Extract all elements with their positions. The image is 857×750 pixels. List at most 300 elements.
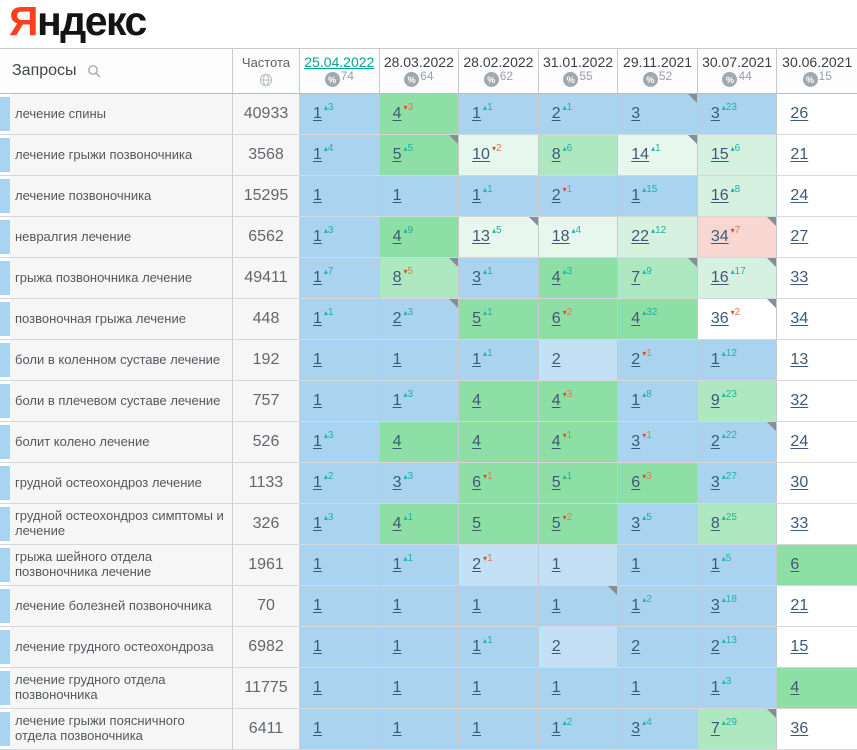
- position-cell[interactable]: [777, 135, 857, 175]
- date-column-header[interactable]: [380, 49, 460, 93]
- position-cell[interactable]: [459, 545, 539, 585]
- position-change-up: [572, 225, 582, 236]
- position-value-link[interactable]: 1: [631, 597, 641, 614]
- position-cell[interactable]: [300, 381, 380, 421]
- position-cell[interactable]: [300, 217, 380, 257]
- position-value-link[interactable]: 3: [392, 474, 402, 491]
- position-cell[interactable]: [777, 299, 857, 339]
- query-cell[interactable]: лечение позвоночника: [10, 176, 233, 216]
- position-cell[interactable]: [777, 627, 857, 667]
- position-value-link[interactable]: 24: [790, 187, 809, 204]
- position-change-value: 7: [734, 224, 741, 236]
- position-value-link[interactable]: 1: [631, 556, 641, 573]
- position-value-link[interactable]: 33: [790, 515, 809, 532]
- position-value-link[interactable]: 1: [313, 228, 322, 245]
- position-value-link[interactable]: 18: [551, 228, 570, 245]
- date-column-header[interactable]: [539, 49, 619, 93]
- position-cell[interactable]: [380, 381, 460, 421]
- position-cell[interactable]: [698, 586, 778, 626]
- position-cell[interactable]: [618, 627, 698, 667]
- position-cell[interactable]: [539, 709, 619, 749]
- query-cell[interactable]: лечение спины: [10, 94, 233, 134]
- row-select-gutter[interactable]: [0, 463, 10, 503]
- position-cell[interactable]: [777, 463, 857, 503]
- position-cell[interactable]: [777, 668, 857, 708]
- position-cell[interactable]: [300, 94, 380, 134]
- position-cell[interactable]: [777, 94, 857, 134]
- position-value-link[interactable]: 5: [472, 310, 482, 327]
- position-cell[interactable]: [539, 258, 619, 298]
- position-cell[interactable]: [300, 135, 380, 175]
- position-cell[interactable]: [459, 176, 539, 216]
- date-column-header[interactable]: [698, 49, 778, 93]
- row-select-gutter[interactable]: [0, 545, 10, 585]
- position-value-link[interactable]: 24: [790, 433, 809, 450]
- position-cell[interactable]: [618, 94, 698, 134]
- query-cell[interactable]: лечение грыжи позвоночника: [10, 135, 233, 175]
- position-change-up: [642, 184, 657, 195]
- position-cell[interactable]: [698, 504, 778, 544]
- position-cell[interactable]: [539, 299, 619, 339]
- position-cell[interactable]: [539, 176, 619, 216]
- frequency-column-header[interactable]: [233, 49, 300, 93]
- position-value-link[interactable]: 4: [631, 310, 641, 327]
- query-cell[interactable]: грудной остеохондроз лечение: [10, 463, 233, 503]
- position-value-link[interactable]: 1: [472, 597, 482, 614]
- up-arrow-icon: ▴: [491, 225, 496, 235]
- search-icon[interactable]: [86, 63, 102, 79]
- position-value-link[interactable]: 10: [472, 146, 490, 163]
- position-value-link[interactable]: 4: [790, 679, 800, 696]
- position-value-link[interactable]: 2: [551, 187, 561, 204]
- row-select-gutter[interactable]: [0, 299, 10, 339]
- position-cell[interactable]: [300, 463, 380, 503]
- position-cell[interactable]: [698, 668, 778, 708]
- position-cell[interactable]: [380, 668, 460, 708]
- position-value-link[interactable]: 2: [392, 310, 402, 327]
- position-value-link[interactable]: 1: [392, 187, 402, 204]
- position-value-link[interactable]: 1: [551, 720, 561, 737]
- note-corner-marker: [608, 586, 617, 595]
- position-cell[interactable]: [777, 340, 857, 380]
- position-value-link[interactable]: 3: [631, 515, 641, 532]
- position-value-link[interactable]: 9: [710, 392, 720, 409]
- position-cell[interactable]: [380, 463, 460, 503]
- position-change-up: [722, 553, 732, 564]
- date-column-header[interactable]: [618, 49, 698, 93]
- position-cell[interactable]: [380, 217, 460, 257]
- position-cell[interactable]: [380, 176, 460, 216]
- position-value-link[interactable]: 1: [472, 638, 482, 655]
- date-link[interactable]: 28.03.2022: [383, 54, 454, 70]
- position-value-link[interactable]: 7: [631, 269, 641, 286]
- up-arrow-icon: ▴: [562, 266, 567, 276]
- position-cell[interactable]: [777, 545, 857, 585]
- position-value-link[interactable]: 4: [551, 392, 561, 409]
- position-cell[interactable]: [777, 504, 857, 544]
- position-cell[interactable]: [539, 586, 619, 626]
- position-value-link[interactable]: 4: [392, 515, 402, 532]
- up-arrow-icon: ▴: [730, 266, 735, 276]
- position-cell[interactable]: [459, 586, 539, 626]
- position-value-link[interactable]: 6: [551, 310, 561, 327]
- position-value-link[interactable]: 4: [551, 433, 561, 450]
- position-cell[interactable]: [698, 627, 778, 667]
- position-cell[interactable]: [539, 627, 619, 667]
- position-value-link[interactable]: 1: [313, 638, 322, 655]
- position-value-link[interactable]: 1: [313, 433, 322, 450]
- position-cell[interactable]: [459, 422, 539, 462]
- position-cell[interactable]: [618, 504, 698, 544]
- position-change-up: [324, 143, 334, 154]
- position-value-link[interactable]: 1: [313, 351, 322, 368]
- position-cell[interactable]: [698, 340, 778, 380]
- position-cell[interactable]: [618, 545, 698, 585]
- position-cell[interactable]: [618, 135, 698, 175]
- position-value-link[interactable]: 1: [313, 597, 322, 614]
- position-cell[interactable]: [300, 709, 380, 749]
- position-value-link[interactable]: 1: [313, 515, 322, 532]
- position-cell[interactable]: [300, 299, 380, 339]
- position-value-link[interactable]: 3: [631, 105, 641, 122]
- date-link[interactable]: 29.11.2021: [623, 54, 693, 70]
- row-select-gutter[interactable]: [0, 135, 10, 175]
- position-change-up: [483, 635, 493, 646]
- position-value-link[interactable]: 36: [710, 310, 729, 327]
- position-value-link[interactable]: 6: [790, 556, 800, 573]
- position-cell[interactable]: [777, 422, 857, 462]
- date-link[interactable]: 25.04.2022: [304, 54, 375, 70]
- position-cell[interactable]: [300, 258, 380, 298]
- position-cell[interactable]: [539, 135, 619, 175]
- position-cell[interactable]: [618, 217, 698, 257]
- position-cell[interactable]: [698, 299, 778, 339]
- position-value-link[interactable]: 4: [392, 433, 402, 450]
- position-cell[interactable]: [539, 217, 619, 257]
- position-cell[interactable]: [380, 545, 460, 585]
- position-value-link[interactable]: 2: [631, 351, 641, 368]
- position-value-link[interactable]: 5: [551, 474, 561, 491]
- position-cell[interactable]: [618, 340, 698, 380]
- position-value-link[interactable]: 8: [392, 269, 402, 286]
- position-value-link[interactable]: 3: [631, 720, 641, 737]
- position-value-link[interactable]: 1: [472, 679, 482, 696]
- position-value-link[interactable]: 1: [392, 392, 402, 409]
- position-value-link[interactable]: 1: [313, 105, 322, 122]
- position-value-link[interactable]: 1: [472, 105, 482, 122]
- position-cell[interactable]: [380, 627, 460, 667]
- position-cell[interactable]: [380, 258, 460, 298]
- position-cell[interactable]: [698, 709, 778, 749]
- position-cell[interactable]: [777, 176, 857, 216]
- position-value-link[interactable]: 4: [392, 105, 402, 122]
- position-value-link[interactable]: 16: [710, 269, 729, 286]
- position-cell[interactable]: [698, 422, 778, 462]
- position-cell[interactable]: [618, 709, 698, 749]
- position-value-link[interactable]: 1: [313, 310, 322, 327]
- date-column-header[interactable]: [300, 49, 380, 93]
- row-select-gutter[interactable]: [0, 381, 10, 421]
- position-value-link[interactable]: 1: [472, 720, 482, 737]
- position-value-link[interactable]: 15: [790, 638, 809, 655]
- position-cell[interactable]: [300, 627, 380, 667]
- position-value-link[interactable]: 1: [313, 269, 322, 286]
- query-cell[interactable]: лечение грудного остеохондроза: [10, 627, 233, 667]
- position-value-link[interactable]: 5: [472, 515, 482, 532]
- position-value-link[interactable]: 1: [472, 351, 482, 368]
- position-value-link[interactable]: 3: [710, 597, 720, 614]
- position-value-link[interactable]: 34: [710, 228, 729, 245]
- row-select-gutter[interactable]: [0, 258, 10, 298]
- position-change-value: 6: [734, 142, 741, 154]
- date-link[interactable]: 30.07.2021: [702, 54, 773, 70]
- position-cell[interactable]: [300, 176, 380, 216]
- position-change-up: [563, 717, 573, 728]
- position-value-link[interactable]: 1: [313, 474, 322, 491]
- date-column-header[interactable]: [777, 49, 857, 93]
- row-select-gutter[interactable]: [0, 94, 10, 134]
- date-column-header[interactable]: [459, 49, 539, 93]
- position-cell[interactable]: [539, 422, 619, 462]
- position-cell[interactable]: [459, 504, 539, 544]
- position-value-link[interactable]: 6: [472, 474, 482, 491]
- position-cell[interactable]: [618, 463, 698, 503]
- position-cell[interactable]: [300, 668, 380, 708]
- position-cell[interactable]: [380, 135, 460, 175]
- position-value-link[interactable]: 2: [551, 351, 561, 368]
- position-value-link[interactable]: 22: [631, 228, 650, 245]
- position-change-value: 3: [327, 224, 334, 236]
- row-select-gutter[interactable]: [0, 586, 10, 626]
- position-cell[interactable]: [539, 463, 619, 503]
- position-value-link[interactable]: 7: [710, 720, 720, 737]
- query-cell[interactable]: невралгия лечение: [10, 217, 233, 257]
- position-value-link[interactable]: 6: [631, 474, 641, 491]
- table-row: [0, 545, 857, 586]
- position-cell[interactable]: [539, 381, 619, 421]
- position-cell[interactable]: [698, 135, 778, 175]
- position-value-link[interactable]: 4: [472, 392, 482, 409]
- position-cell[interactable]: [618, 299, 698, 339]
- position-cell[interactable]: [698, 463, 778, 503]
- position-cell[interactable]: [777, 217, 857, 257]
- position-value-link[interactable]: 2: [551, 638, 561, 655]
- position-value-link[interactable]: 14: [631, 146, 650, 163]
- position-value-link[interactable]: 16: [710, 187, 729, 204]
- position-cell[interactable]: [698, 217, 778, 257]
- position-cell[interactable]: [300, 340, 380, 380]
- position-value-link[interactable]: 13: [472, 228, 490, 245]
- position-value-link[interactable]: 8: [710, 515, 720, 532]
- position-change-up: [722, 471, 737, 482]
- date-link[interactable]: 31.01.2022: [542, 54, 614, 70]
- query-cell[interactable]: болит колено лечение: [10, 422, 233, 462]
- row-select-gutter[interactable]: [0, 504, 10, 544]
- position-cell[interactable]: [777, 709, 857, 749]
- position-value-link[interactable]: 1: [313, 679, 322, 696]
- position-value-link[interactable]: 1: [472, 187, 482, 204]
- position-cell[interactable]: [380, 299, 460, 339]
- position-cell[interactable]: [380, 586, 460, 626]
- position-value-link[interactable]: 3: [710, 474, 720, 491]
- up-arrow-icon: ▴: [721, 553, 726, 563]
- query-cell[interactable]: грудной остеохондроз симптомы и лечение: [10, 504, 233, 544]
- position-value-link[interactable]: 2: [551, 105, 561, 122]
- position-change-up: [403, 471, 413, 482]
- position-value-link[interactable]: 4: [392, 228, 402, 245]
- position-cell[interactable]: [618, 176, 698, 216]
- position-cell[interactable]: [618, 668, 698, 708]
- row-select-gutter[interactable]: [0, 176, 10, 216]
- row-select-gutter[interactable]: [0, 422, 10, 462]
- position-value-link[interactable]: 32: [790, 392, 809, 409]
- position-value-link[interactable]: 5: [392, 146, 402, 163]
- position-cell[interactable]: [459, 135, 539, 175]
- position-value-link[interactable]: 8: [551, 146, 561, 163]
- position-value-link[interactable]: 21: [790, 597, 809, 614]
- position-value-link[interactable]: 33: [790, 269, 809, 286]
- position-value-link[interactable]: 3: [631, 433, 641, 450]
- position-value-link[interactable]: 1: [710, 679, 720, 696]
- position-cell[interactable]: [777, 381, 857, 421]
- position-cell[interactable]: [459, 381, 539, 421]
- position-change-value: 5: [407, 265, 414, 277]
- position-value-link[interactable]: 3: [472, 269, 482, 286]
- position-value-link[interactable]: 3: [710, 105, 720, 122]
- position-cell[interactable]: [777, 586, 857, 626]
- position-cell[interactable]: [698, 258, 778, 298]
- position-value-link[interactable]: 2: [631, 638, 641, 655]
- position-value-link[interactable]: 1: [313, 392, 322, 409]
- position-value-link[interactable]: 4: [472, 433, 482, 450]
- position-cell[interactable]: [459, 299, 539, 339]
- position-value-link[interactable]: 5: [551, 515, 561, 532]
- query-cell[interactable]: боли в коленном суставе лечение: [10, 340, 233, 380]
- position-value-link[interactable]: 1: [710, 556, 720, 573]
- position-cell[interactable]: [618, 258, 698, 298]
- position-value-link[interactable]: 1: [313, 556, 322, 573]
- position-cell[interactable]: [459, 340, 539, 380]
- position-value-link[interactable]: 2: [710, 433, 720, 450]
- position-value-link[interactable]: 1: [551, 679, 561, 696]
- position-value-link[interactable]: 1: [392, 556, 402, 573]
- position-change-up: [722, 389, 737, 400]
- position-value-link[interactable]: 1: [392, 679, 402, 696]
- row-select-gutter[interactable]: [0, 709, 10, 749]
- row-select-gutter[interactable]: [0, 627, 10, 667]
- row-select-gutter[interactable]: [0, 668, 10, 708]
- position-cell[interactable]: [380, 504, 460, 544]
- position-cell[interactable]: [698, 176, 778, 216]
- position-cell[interactable]: [618, 381, 698, 421]
- position-change-up: [642, 594, 652, 605]
- position-cell[interactable]: [380, 94, 460, 134]
- position-value-link[interactable]: 1: [631, 679, 641, 696]
- position-value-link[interactable]: 15: [710, 146, 729, 163]
- position-value-link[interactable]: 1: [392, 351, 402, 368]
- position-change-value: 1: [487, 470, 493, 482]
- position-cell[interactable]: [459, 627, 539, 667]
- query-cell[interactable]: позвоночная грыжа лечение: [10, 299, 233, 339]
- position-value-link[interactable]: 13: [790, 351, 809, 368]
- position-cell[interactable]: [459, 709, 539, 749]
- position-value-link[interactable]: 1: [392, 720, 402, 737]
- position-cell[interactable]: [539, 94, 619, 134]
- position-cell[interactable]: [380, 709, 460, 749]
- position-value-link[interactable]: 1: [392, 597, 402, 614]
- position-cell[interactable]: [539, 545, 619, 585]
- query-cell[interactable]: грыжа позвоночника лечение: [10, 258, 233, 298]
- position-value-link[interactable]: 1: [551, 556, 561, 573]
- query-cell[interactable]: лечение болезней позвоночника: [10, 586, 233, 626]
- position-value-link[interactable]: 1: [392, 638, 402, 655]
- position-cell[interactable]: [380, 422, 460, 462]
- position-value-link[interactable]: 1: [313, 720, 322, 737]
- position-value-link[interactable]: 1: [551, 597, 561, 614]
- position-value-link[interactable]: 1: [710, 351, 720, 368]
- position-cell[interactable]: [698, 545, 778, 585]
- position-cell[interactable]: [300, 586, 380, 626]
- position-value-link[interactable]: 36: [790, 720, 809, 737]
- query-cell[interactable]: боли в плечевом суставе лечение: [10, 381, 233, 421]
- position-cell[interactable]: [459, 668, 539, 708]
- position-value-link[interactable]: 1: [313, 187, 322, 204]
- date-link[interactable]: 30.06.2021: [782, 54, 853, 70]
- position-cell[interactable]: [777, 258, 857, 298]
- query-cell[interactable]: грыжа шейного отдела позвоночника лечение: [10, 545, 233, 585]
- position-cell[interactable]: [459, 217, 539, 257]
- position-cell[interactable]: [459, 94, 539, 134]
- position-value-link[interactable]: 30: [790, 474, 809, 491]
- frequency-cell: 6562: [233, 217, 300, 257]
- position-value-link[interactable]: 2: [472, 556, 482, 573]
- position-cell[interactable]: [698, 381, 778, 421]
- position-value-link[interactable]: 1: [631, 187, 641, 204]
- query-cell[interactable]: лечение грыжи поясничного отдела позвоночника: [10, 709, 233, 749]
- row-select-gutter[interactable]: [0, 340, 10, 380]
- position-cell[interactable]: [380, 340, 460, 380]
- position-change-up: [642, 307, 657, 318]
- position-cell[interactable]: [300, 504, 380, 544]
- position-value-link[interactable]: 1: [631, 392, 641, 409]
- position-cell[interactable]: [300, 422, 380, 462]
- table-row: [0, 463, 857, 504]
- position-cell[interactable]: [618, 586, 698, 626]
- position-cell[interactable]: [539, 668, 619, 708]
- position-value-link[interactable]: 1: [313, 146, 322, 163]
- position-value-link[interactable]: 2: [710, 638, 720, 655]
- position-value-link[interactable]: 4: [551, 269, 561, 286]
- position-cell[interactable]: [698, 94, 778, 134]
- position-cell[interactable]: [300, 545, 380, 585]
- position-cell[interactable]: [539, 340, 619, 380]
- up-arrow-icon: ▴: [642, 266, 647, 276]
- up-arrow-icon: ▴: [323, 430, 328, 440]
- position-change-value: 4: [327, 142, 334, 154]
- position-change-value: 1: [566, 470, 573, 482]
- position-cell[interactable]: [618, 422, 698, 462]
- position-cell[interactable]: [539, 504, 619, 544]
- row-select-gutter[interactable]: [0, 217, 10, 257]
- position-cell[interactable]: [459, 258, 539, 298]
- position-value-link[interactable]: 34: [790, 310, 809, 327]
- position-value-link[interactable]: 27: [790, 228, 809, 245]
- query-cell[interactable]: лечение грудного отдела позвоночника: [10, 668, 233, 708]
- position-value-link[interactable]: 21: [790, 146, 809, 163]
- position-cell[interactable]: [459, 463, 539, 503]
- position-value-link[interactable]: 26: [790, 105, 809, 122]
- date-link[interactable]: 28.02.2022: [463, 54, 534, 70]
